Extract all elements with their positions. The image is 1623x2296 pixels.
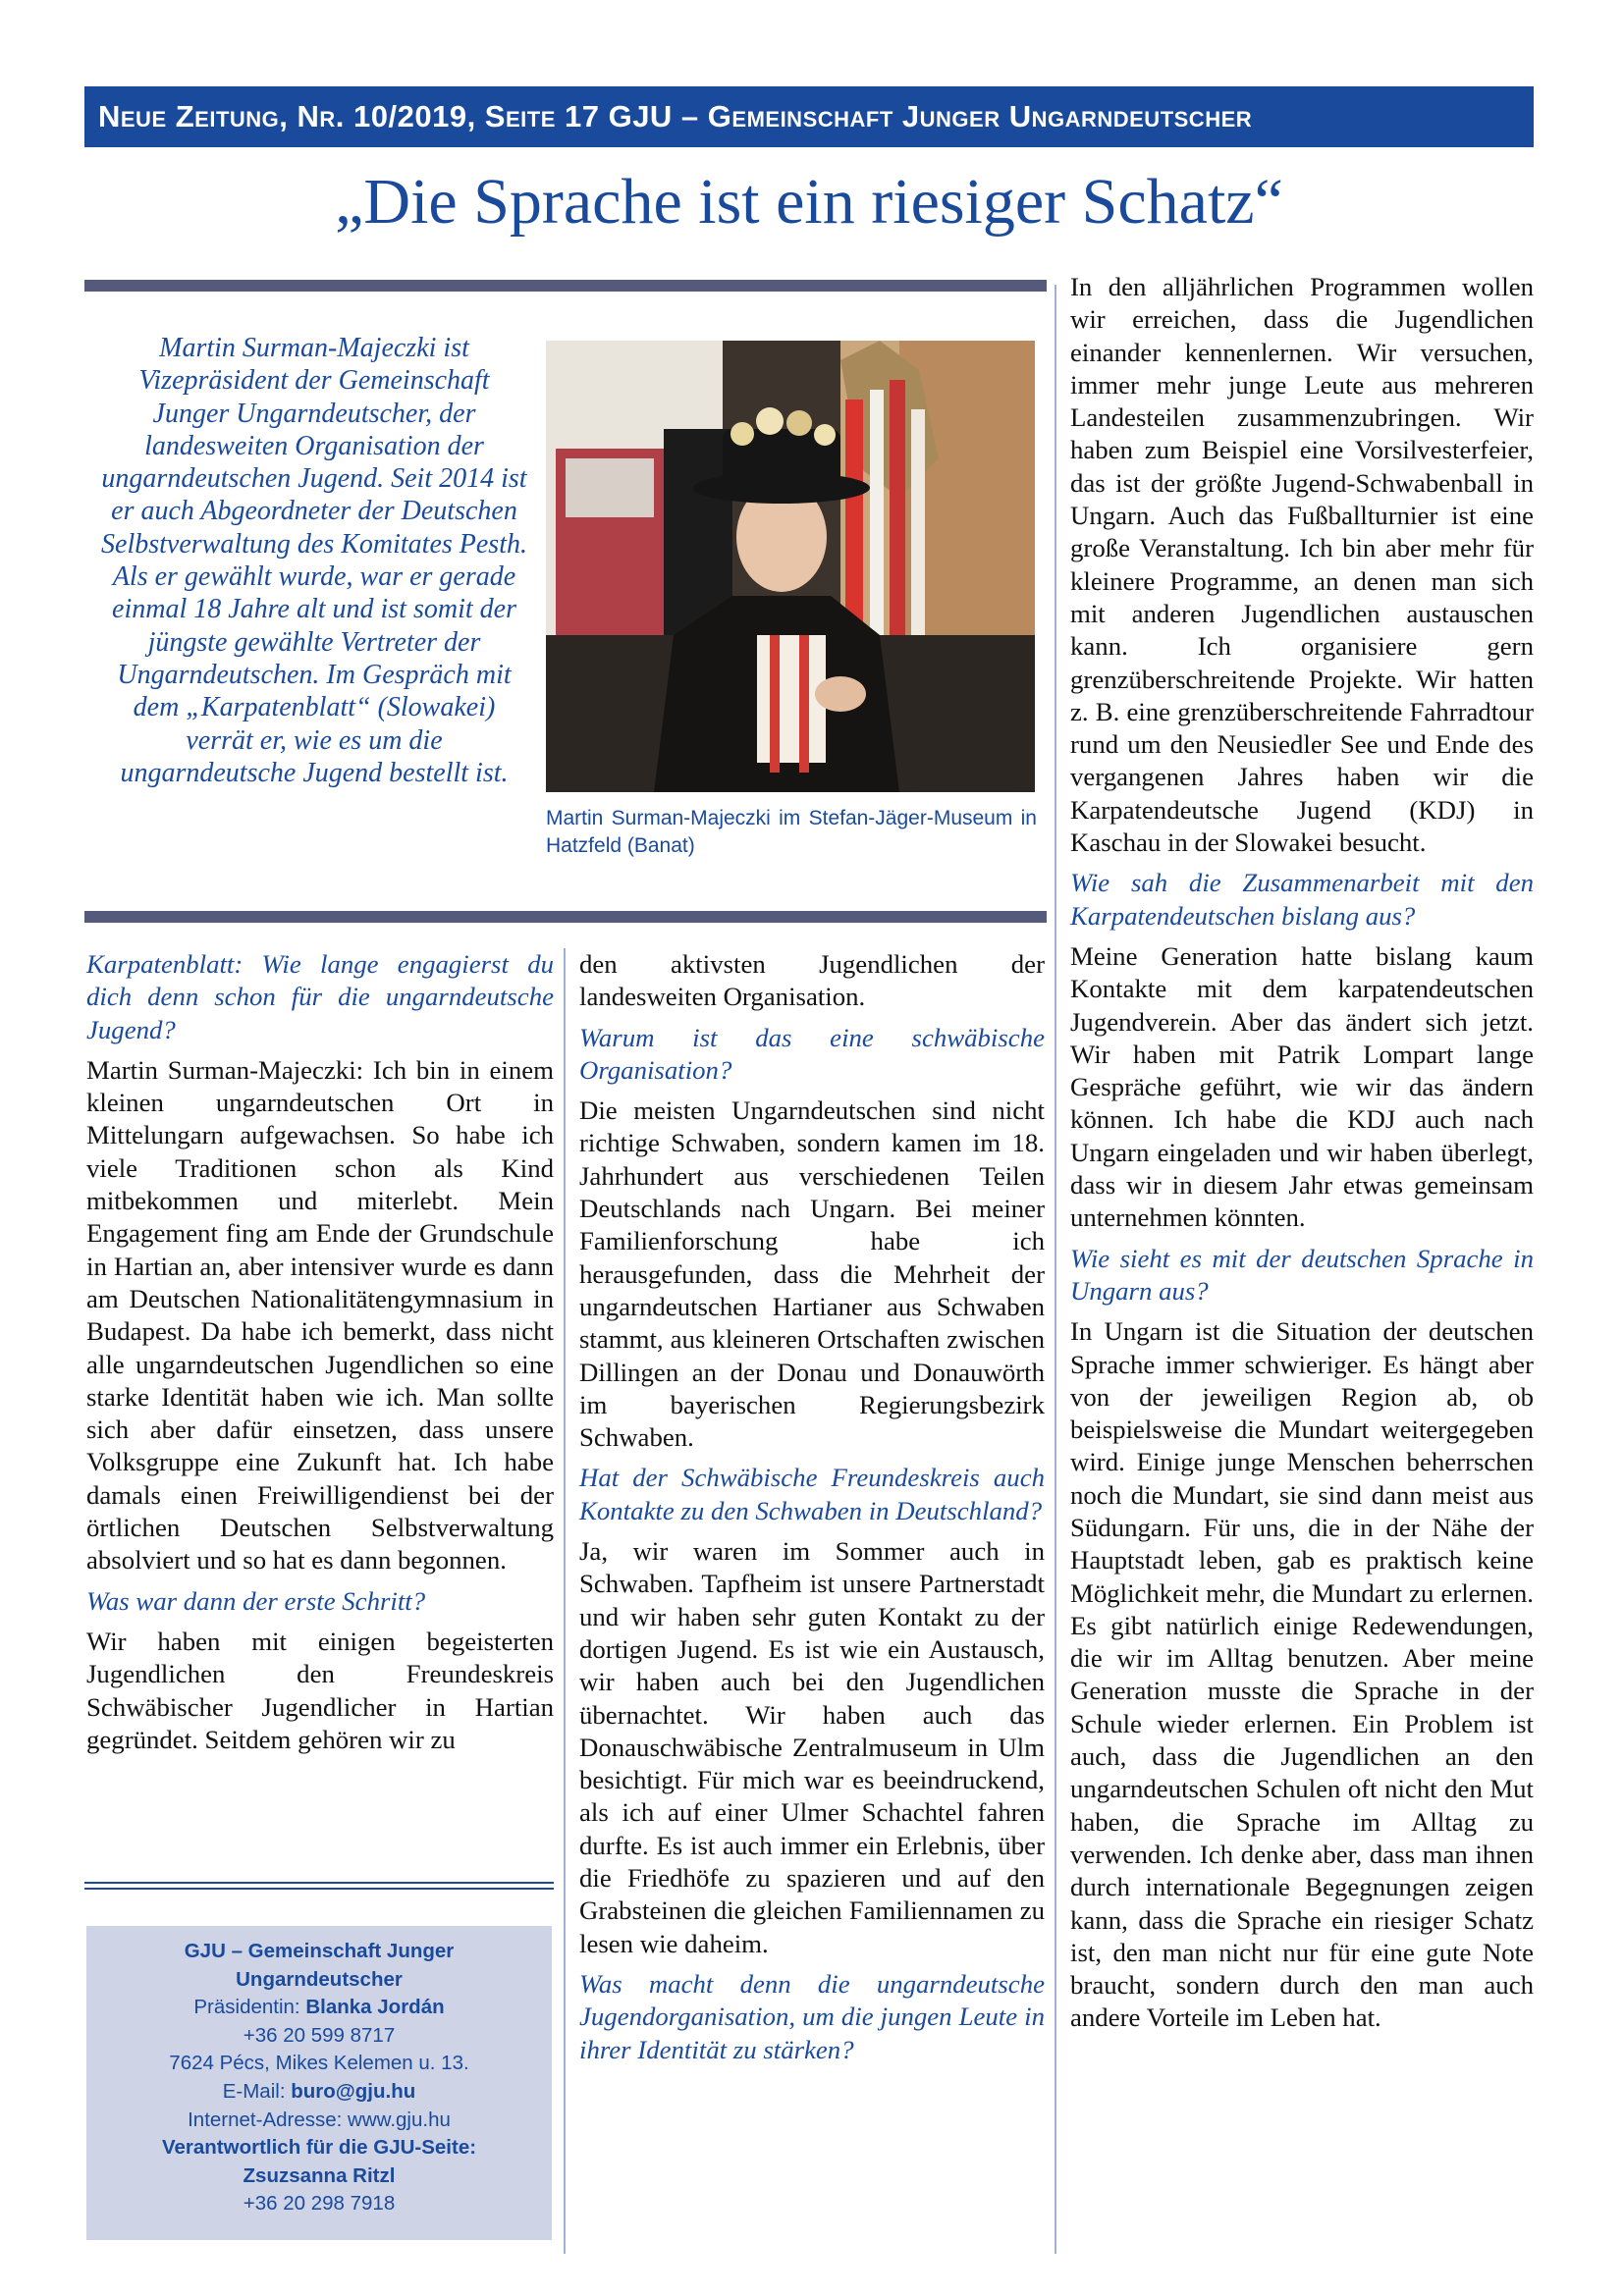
website-line[interactable]: Internet-Adresse: www.gju.hu	[188, 2108, 451, 2131]
question-3: Warum ist das eine schwäbische Organisation?	[579, 1022, 1045, 1085]
answer-2: Wir haben mit einigen begeisterten Jugendlichen den Freundeskreis Schwäbischer Jugendlicher in Hartian gegründet. Seitdem gehören wir zu	[86, 1626, 554, 1754]
contact-infobox	[86, 1926, 552, 2240]
address: 7624 Pécs, Mikes Kelemen u. 13.	[169, 2052, 469, 2075]
email-link[interactable]: buro@gju.hu	[291, 2079, 416, 2103]
column-1	[86, 948, 554, 1764]
answer-2-continued: den aktivsten Jugendlichen der landesweiten Organisation.	[579, 949, 1045, 1012]
org-name-line-2: Ungarndeutscher	[236, 1967, 403, 1991]
president-name: Blanka Jordán	[305, 1996, 445, 2019]
photo-illustration	[546, 341, 1035, 792]
column-1-bottom-rule	[84, 1882, 554, 1890]
photo-caption: Martin Surman-Majeczki im Stefan-Jäger-Museum in Hatzfeld (Banat)	[546, 807, 1037, 857]
question-6: Wie sah die Zusammenarbeit mit den Karpatendeutschen bislang aus?	[1070, 868, 1534, 931]
question-1: Karpatenblatt: Wie lange engagierst du dich denn schon für die ungarndeutsche Jugend?	[86, 949, 554, 1044]
page-header	[84, 86, 1534, 147]
article-headline: „Die Sprache ist ein riesiger Schatz“	[335, 166, 1283, 238]
intro-text: Martin Surman-Majeczki ist Vizepräsident der Gemeinschaft Junger Ungarndeutscher, der landesweiten Organisation der ungarndeutschen Jugend. Seit 2014 ist er auch Abgeordneter der Deutschen Selbstverwaltung des Komitates Pesth. Als er gewählt wurde, war er gerade einmal 18 Jahre alt und ist somit der jüngste gewählte Vertreter der Ungarndeutschen. Im Gespräch mit dem „Karpatenblatt“ (Slowakei) verrät er, wie es um die ungarndeutsche Jugend bestellt ist.	[101, 333, 527, 788]
president-line	[86, 1994, 552, 2022]
responsible-name: Zsuzsanna Ritzl	[243, 2163, 396, 2187]
answer-7: In Ungarn ist die Situation der deutschen Sprache immer schwieriger. Es hängt aber von der jeweiligen Region ab, ob beispielsweise die Mundart weitergegeben wird. Einige junge Menschen beherrschen noch die Mundart, sie sind dann meist aus Südungarn. Für uns, die in der Nähe der Hauptstadt leben, gab es praktisch keine Möglichkeit mehr, die Mundart zu erlernen. Es gibt natürlich einige Redewendungen, die wir im Alltag benutzen. Aber meine Generation musste die Sprache in der Schule wieder erlernen. Ein Problem ist auch, dass die Jugendlichen an den ungarndeutschen Schulen oft nicht den Mut haben, die Sprache im Alltag zu verwenden. Ich denke aber, dass man ihnen durch internationale Begegnungen zeigen kann, dass die Sprache ein riesiger Schatz ist, den man nicht nur für eine gute Note braucht, sondern durch den man auch andere Vorteile im Leben hat.	[1070, 1316, 1534, 2033]
column-2	[579, 948, 1045, 2074]
header-text: Neue Zeitung, Nr. 10/2019, Seite 17 GJU – Gemeinschaft Junger Ungarndeutscher	[98, 99, 1253, 133]
column-divider-1	[564, 948, 566, 2254]
top-rule	[84, 280, 1047, 292]
answer-6: Meine Generation hatte bislang kaum Kontakte mit dem karpatendeutschen Jugendverein. Aber das ändert sich jetzt. Wir haben mit Patrik Lompart lange Gespräche geführt, wie wir das ändern können. Ich habe die KDJ auch nach Ungarn eingeladen und wir haben überlegt, dass wir in diesem Jahr etwas gemeinsam unternehmen könnten.	[1070, 940, 1534, 1233]
phone-1: +36 20 599 8717	[243, 2023, 396, 2047]
org-name-line-1: GJU – Gemeinschaft Junger	[184, 1940, 455, 1962]
answer-5: In den alljährlichen Programmen wollen wir erreichen, dass die Jugendlichen einander kennenlernen. Wir versuchen, immer mehr junge Leute aus mehreren Landesteilen zusammenzubringen. Wir haben zum Beispiel eine Vorsilvesterfeier, das ist der größte Jugend-Schwabenball in Ungarn. Auch das Fußballturnier ist eine große Veranstaltung. Ich bin aber mehr für kleinere Programme, an denen man sich mit anderen Jugendlichen austauschen kann. Ich organisiere gern grenzüberschreitende Projekte. Wir hatten z. B. eine grenzüberschreitende Fahrradtour rund um den Neusiedler See und Ende des vergangenen Jahres haben wir die Karpatendeutsche Jugend (KDJ) in Kaschau in der Slowakei besucht.	[1070, 272, 1534, 858]
question-2: Was war dann der erste Schritt?	[86, 1585, 426, 1616]
responsible-label: Verantwortlich für die GJU-Seite:	[161, 2136, 477, 2160]
question-5: Was macht denn die ungarndeutsche Jugendorganisation, um die jungen Leute in ihrer Identität zu stärken?	[579, 1968, 1045, 2064]
article-photo	[546, 341, 1035, 792]
email-line	[86, 2078, 552, 2107]
column-3	[1070, 271, 1534, 2043]
phone-2: +36 20 298 7918	[243, 2192, 396, 2216]
question-7: Wie sieht es mit der deutschen Sprache in Ungarn aus?	[1070, 1243, 1534, 1306]
section-rule	[84, 911, 1047, 923]
answer-1: Martin Surman-Majeczki: Ich bin in einem kleinen ungarndeutschen Ort in Mittelungarn aufgewachsen. So habe ich viele Traditionen schon als Kind mitbekommen und miterlebt. Mein Engagement fing am Ende der Grundschule in Hartian an, aber intensiver wurde es dann am Deutschen Nationalitätengymnasium in Budapest. Da habe ich bemerkt, dass nicht alle ungarndeutschen Jugendlichen so eine starke Identität haben wie ich. Man sollte sich aber dafür einsetzen, dass unsere Volksgruppe eine Zukunft hat. Ich habe damals einen Freiwilligendienst bei der örtlichen Deutschen Selbstverwaltung absolviert und so hat es dann begonnen.	[86, 1054, 554, 1575]
email-label: E-Mail:	[222, 2079, 286, 2103]
question-4: Hat der Schwäbische Freundeskreis auch Kontakte zu den Schwaben in Deutschland?	[579, 1463, 1045, 1525]
answer-3: Die meisten Ungarndeutschen sind nicht richtige Schwaben, sondern kamen im 18. Jahrhundert aus verschiedenen Teilen Deutschlands nach Ungarn. Bei meiner Familienforschung habe ich herausgefunden, dass die Mehrheit der ungarndeutschen Hartianer aus Schwaben stammt, aus kleineren Ortschaften zwischen Dillingen an der Donau und Donauwörth im bayerischen Regierungsbezirk Schwaben.	[579, 1095, 1045, 1453]
column-divider-2	[1055, 285, 1056, 2254]
president-label: Präsidentin:	[193, 1996, 300, 2019]
answer-4: Ja, wir waren im Sommer auch in Schwaben. Tapfheim ist unsere Partnerstadt und wir haben sehr guten Kontakt zu der dortigen Jugend. Es ist wie ein Austausch, wir haben auch bei den Jugendlichen übernachtet. Wir haben auch das Donauschwäbische Zentralmuseum in Ulm besichtigt. Für mich war es beeindruckend, als ich auf einer Ulmer Schachtel fahren durfte. Es ist auch immer ein Erlebnis, über die Friedhöfe zu spazieren und auf den Grabsteinen die gleichen Familiennamen zu lesen wie daheim.	[579, 1536, 1045, 1958]
